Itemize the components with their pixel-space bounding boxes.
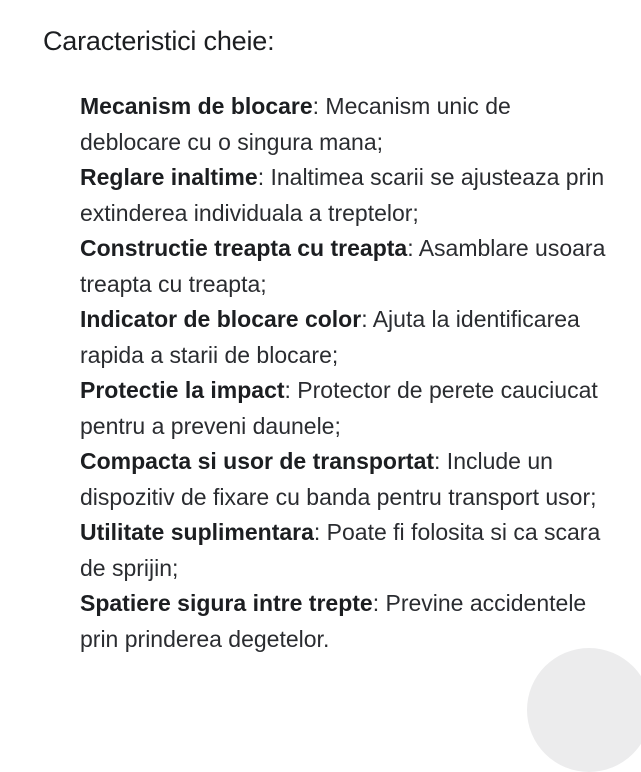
feature-item (80, 515, 610, 586)
feature-description: : Protector de perete cauciucat pentru a preveni daunele; (80, 377, 598, 439)
feature-item (80, 89, 610, 160)
feature-item (80, 373, 610, 444)
feature-description: : Inaltimea scarii se ajusteaza prin extinderea individuala a treptelor; (80, 164, 605, 226)
feature-description: : Ajuta la identificarea rapida a starii de blocare; (80, 306, 580, 368)
feature-list (80, 89, 610, 657)
feature-description: : Poate fi folosita si ca scara de sprijin; (80, 519, 601, 581)
feature-description: : Include un dispozitiv de fixare cu banda pentru transport usor; (80, 448, 597, 510)
feature-name: Mecanism de blocare (80, 93, 313, 119)
feature-item (80, 586, 610, 657)
feature-item (80, 160, 610, 231)
feature-item (80, 231, 610, 302)
feature-name: Compacta si usor de transportat (80, 448, 435, 474)
page-title: Caracteristici cheie: (43, 26, 275, 56)
feature-description: : Previne accidentele prin prinderea degetelor. (80, 590, 587, 652)
feature-item (80, 444, 610, 515)
feature-name: Spatiere sigura intre trepte (80, 590, 373, 616)
feature-name: Indicator de blocare color (80, 306, 362, 332)
feature-name: Constructie treapta cu treapta (80, 235, 408, 261)
feature-name: Reglare inaltime (80, 164, 258, 190)
scroll-top-button[interactable] (527, 648, 641, 772)
feature-item (80, 302, 610, 373)
feature-description: : Mecanism unic de deblocare cu o singura mana; (80, 93, 511, 155)
feature-name: Protectie la impact (80, 377, 285, 403)
feature-description: : Asamblare usoara treapta cu treapta; (80, 235, 606, 297)
feature-name: Utilitate suplimentara (80, 519, 314, 545)
